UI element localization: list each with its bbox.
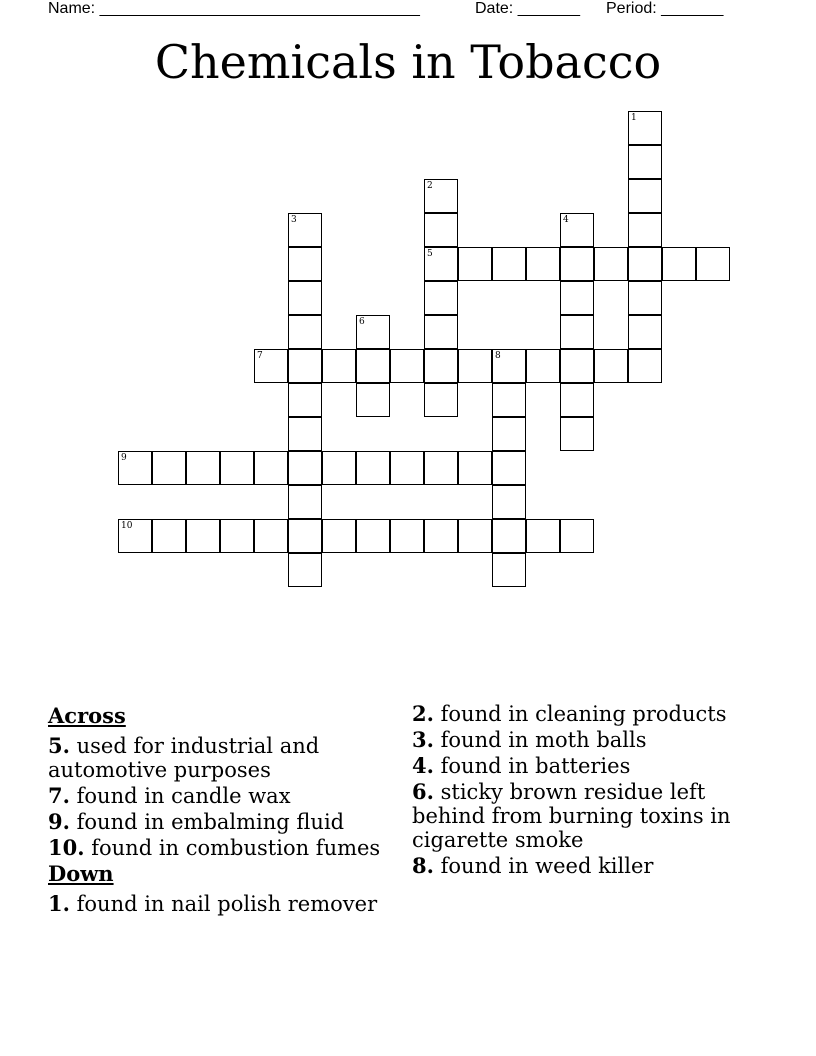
crossword-cell[interactable] — [390, 349, 424, 383]
crossword-cell[interactable] — [220, 519, 254, 553]
crossword-cell[interactable] — [526, 349, 560, 383]
crossword-cell[interactable] — [492, 553, 526, 587]
clue-number: 8. — [412, 853, 434, 878]
crossword-cell[interactable] — [356, 315, 390, 349]
crossword-cell[interactable] — [424, 519, 458, 553]
crossword-cell[interactable] — [560, 315, 594, 349]
crossword-cell[interactable] — [424, 247, 458, 281]
crossword-cell[interactable] — [560, 349, 594, 383]
crossword-cell[interactable] — [118, 519, 152, 553]
crossword-cell[interactable] — [492, 417, 526, 451]
crossword-cell[interactable] — [356, 383, 390, 417]
crossword-cell[interactable] — [628, 349, 662, 383]
clue-text: found in nail polish remover — [76, 892, 378, 916]
clue-text: found in combustion fumes — [91, 836, 381, 860]
crossword-cell[interactable] — [322, 349, 356, 383]
crossword-cell[interactable] — [254, 519, 288, 553]
clue-text: used for industrial and automotive purposes — [48, 734, 320, 782]
clue-down-3 — [412, 728, 752, 752]
crossword-cell[interactable] — [492, 519, 526, 553]
crossword-cell[interactable] — [424, 315, 458, 349]
crossword-cell[interactable] — [628, 281, 662, 315]
clue-number: 5. — [48, 733, 70, 758]
crossword-cell[interactable] — [560, 281, 594, 315]
crossword-cell[interactable] — [288, 349, 322, 383]
clue-across-7 — [48, 784, 393, 808]
crossword-cell[interactable] — [628, 111, 662, 145]
crossword-cell[interactable] — [424, 349, 458, 383]
crossword-cell[interactable] — [424, 451, 458, 485]
crossword-cell[interactable] — [424, 383, 458, 417]
crossword-cell[interactable] — [152, 451, 186, 485]
date-field-label: Date: _______ — [475, 0, 580, 17]
cell-number: 2 — [427, 181, 433, 191]
crossword-cell[interactable] — [288, 247, 322, 281]
crossword-cell[interactable] — [288, 451, 322, 485]
period-field-label: Period: _______ — [606, 0, 724, 17]
across-heading: Across — [48, 703, 126, 728]
clue-down-2 — [412, 702, 752, 726]
cell-number: 7 — [257, 351, 263, 361]
cell-number: 1 — [631, 113, 637, 123]
crossword-cell[interactable] — [560, 383, 594, 417]
crossword-cell[interactable] — [696, 247, 730, 281]
crossword-cell[interactable] — [288, 315, 322, 349]
crossword-cell[interactable] — [254, 349, 288, 383]
crossword-cell[interactable] — [390, 451, 424, 485]
clue-number: 1. — [48, 891, 70, 916]
crossword-cell[interactable] — [492, 247, 526, 281]
crossword-cell[interactable] — [118, 451, 152, 485]
crossword-cell[interactable] — [288, 213, 322, 247]
clue-across-5 — [48, 734, 393, 782]
cell-number: 8 — [495, 351, 501, 361]
clue-number: 10. — [48, 835, 85, 860]
crossword-cell[interactable] — [322, 451, 356, 485]
crossword-cell[interactable] — [560, 247, 594, 281]
clue-number: 9. — [48, 809, 70, 834]
crossword-cell[interactable] — [288, 519, 322, 553]
crossword-cell[interactable] — [288, 383, 322, 417]
clue-number: 4. — [412, 753, 434, 778]
crossword-cell[interactable] — [424, 179, 458, 213]
crossword-cell[interactable] — [458, 519, 492, 553]
clue-text: sticky brown residue left behind from burning toxins in cigarette smoke — [412, 780, 731, 852]
cell-number: 6 — [359, 317, 365, 327]
crossword-cell[interactable] — [628, 315, 662, 349]
crossword-cell[interactable] — [560, 213, 594, 247]
crossword-cell[interactable] — [356, 349, 390, 383]
crossword-cell[interactable] — [458, 451, 492, 485]
clue-number: 2. — [412, 701, 434, 726]
crossword-cell[interactable] — [288, 281, 322, 315]
clue-number: 3. — [412, 727, 434, 752]
clue-number: 6. — [412, 779, 434, 804]
name-field-label: Name: ____________________________________ — [48, 0, 420, 17]
clue-text: found in batteries — [440, 754, 631, 778]
crossword-cell[interactable] — [424, 213, 458, 247]
crossword-cell[interactable] — [594, 349, 628, 383]
crossword-cell[interactable] — [526, 519, 560, 553]
crossword-cell[interactable] — [492, 383, 526, 417]
clue-text: found in candle wax — [76, 784, 291, 808]
page-title: Chemicals in Tobacco — [154, 35, 662, 89]
crossword-cell[interactable] — [356, 519, 390, 553]
cell-number: 5 — [427, 249, 433, 259]
crossword-cell[interactable] — [662, 247, 696, 281]
crossword-cell[interactable] — [288, 417, 322, 451]
cell-number: 10 — [121, 521, 133, 531]
clue-across-9 — [48, 810, 393, 834]
clue-text: found in cleaning products — [440, 702, 727, 726]
crossword-cell[interactable] — [628, 213, 662, 247]
crossword-cell[interactable] — [356, 451, 390, 485]
clue-text: found in embalming fluid — [76, 810, 345, 834]
clue-text: found in weed killer — [440, 854, 654, 878]
crossword-cell[interactable] — [152, 519, 186, 553]
crossword-cell[interactable] — [492, 349, 526, 383]
crossword-cell[interactable] — [628, 247, 662, 281]
crossword-cell[interactable] — [254, 451, 288, 485]
crossword-cell[interactable] — [526, 247, 560, 281]
crossword-cell[interactable] — [186, 451, 220, 485]
crossword-cell[interactable] — [458, 349, 492, 383]
clue-number: 7. — [48, 783, 70, 808]
clue-down-8 — [412, 854, 752, 878]
crossword-cell[interactable] — [390, 519, 424, 553]
crossword-cell[interactable] — [186, 519, 220, 553]
cell-number: 4 — [563, 215, 569, 225]
crossword-cell[interactable] — [628, 145, 662, 179]
crossword-cell[interactable] — [288, 553, 322, 587]
clue-down-4 — [412, 754, 752, 778]
clue-down-1 — [48, 892, 393, 916]
crossword-cell[interactable] — [628, 179, 662, 213]
cell-number: 9 — [121, 453, 127, 463]
crossword-cell[interactable] — [220, 451, 254, 485]
clue-text: found in moth balls — [440, 728, 647, 752]
crossword-cell[interactable] — [560, 519, 594, 553]
cell-number: 3 — [291, 215, 297, 225]
clue-down-6 — [412, 780, 752, 852]
down-heading: Down — [48, 861, 114, 886]
crossword-cell[interactable] — [458, 247, 492, 281]
clue-across-10 — [48, 836, 393, 860]
clues-right-column — [412, 702, 752, 880]
crossword-cell[interactable] — [594, 247, 628, 281]
clues-left-column — [48, 702, 393, 918]
crossword-cell[interactable] — [492, 451, 526, 485]
crossword-cell[interactable] — [492, 485, 526, 519]
crossword-cell[interactable] — [424, 281, 458, 315]
crossword-cell[interactable] — [288, 485, 322, 519]
crossword-cell[interactable] — [560, 417, 594, 451]
crossword-cell[interactable] — [322, 519, 356, 553]
